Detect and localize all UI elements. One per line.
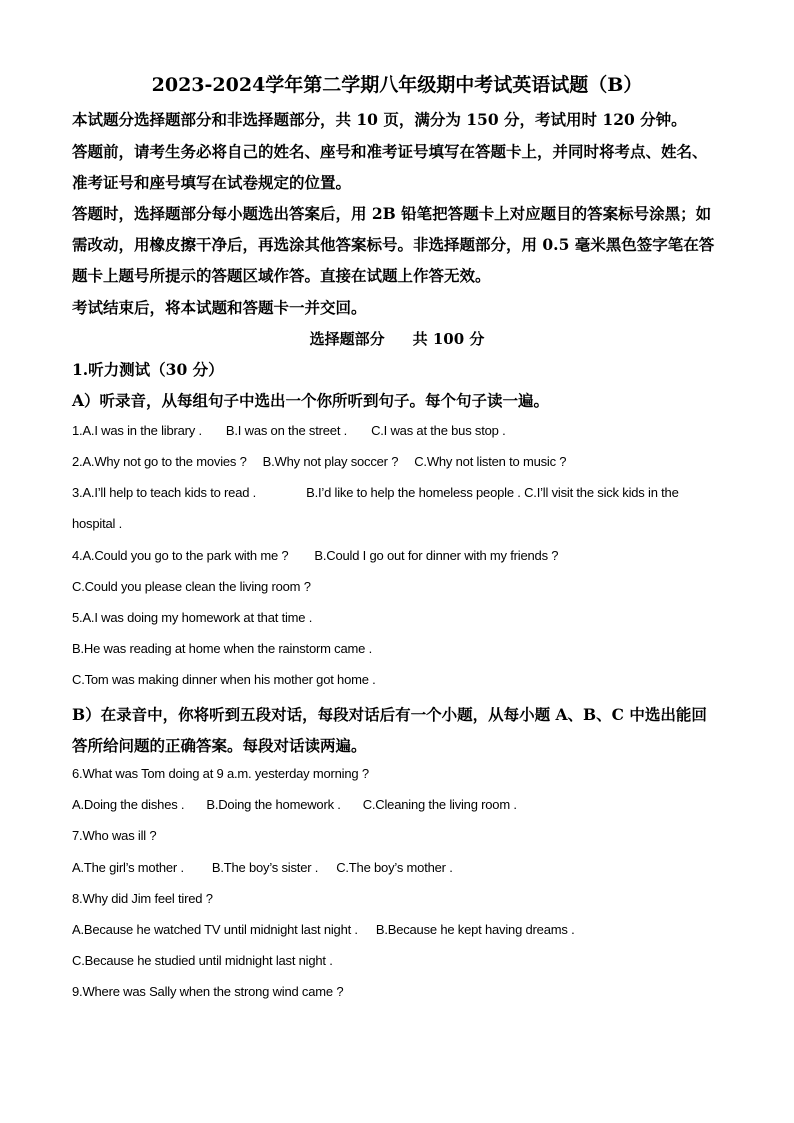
q8-question: 8.Why did Jim feel tired ? (72, 891, 213, 906)
question-3 (72, 485, 679, 500)
q1-option-b: B.I was on the street . (225, 423, 348, 438)
instruction-line-7: 考试结束后，将本试题和答题卡一并交回。 (72, 298, 367, 317)
q5-option-c: C.Tom was making dinner when his mother got home . (72, 672, 376, 687)
q8-option-a: A.Because he watched TV until midnight last night . (72, 922, 358, 937)
q4-option-b: B.Could I go out for dinner with my friends ? (314, 548, 559, 563)
q6-options (72, 797, 517, 812)
q8-options (72, 922, 574, 937)
instruction-line-5: 需改动，用橡皮擦干净后，再选涂其他答案标号。非选择题部分，用 0.5 毫米黑色签字笔在答 (72, 235, 715, 254)
q1-option-c: C.I was at the bus stop . (371, 423, 506, 438)
q7-option-a: A.The girl’s mother . (72, 860, 184, 875)
instruction-line-4: 答题时，选择题部分每小题选出答案后，用 2B 铅笔把答题卡上对应题目的答案标号涂黑；如 (72, 204, 712, 223)
q6-question: 6.What was Tom doing at 9 a.m. yesterday morning ? (72, 766, 369, 781)
q5-option-a: 5.A.I was doing my homework at that time . (72, 610, 313, 625)
instruction-line-6: 题卡上题号所提示的答题区域作答。直接在试题上作答无效。 (72, 266, 491, 285)
question-2 (72, 454, 566, 469)
q3-option-b: B.I’d like to help the homeless people . C.I’ll visit the sick kids in the (306, 485, 679, 500)
part-b-heading-line-2: 答所给问题的正确答案。每段对话读两遍。 (72, 736, 367, 755)
q3-option-a: 3.A.I’ll help to teach kids to read . (72, 485, 257, 500)
q6-option-c: C.Cleaning the living room . (362, 797, 517, 812)
q2-option-c: C.Why not listen to music ? (414, 454, 567, 469)
part-b-heading-line-1: B）在录音中，你将听到五段对话，每段对话后有一个小题，从每小题 A、B、C 中选出能回 (72, 705, 707, 724)
q1-option-a: 1.A.I was in the library . (72, 423, 202, 438)
section-heading (0, 328, 794, 349)
q4-option-a: 4.A.Could you go to the park with me ? (72, 548, 289, 563)
part-a-heading: A）听录音，从每组句子中选出一个你所听到句子。每个句子读一遍。 (72, 391, 550, 410)
q2-option-b: B.Why not play soccer ? (262, 454, 399, 469)
q2-option-a: 2.A.Why not go to the movies ? (72, 454, 247, 469)
q5-option-b: B.He was reading at home when the rainstorm came . (72, 641, 372, 656)
q6-option-b: B.Doing the homework . (206, 797, 341, 812)
instruction-line-2: 答题前，请考生务必将自己的姓名、座号和准考证号填写在答题卡上，并同时将考点、姓名、 (72, 142, 708, 161)
q9-question: 9.Where was Sally when the strong wind came ? (72, 984, 344, 999)
section-name: 选择题部分 (309, 330, 385, 348)
q6-option-a: A.Doing the dishes . (72, 797, 185, 812)
section-score: 共 100 分 (412, 330, 485, 348)
question-1 (72, 423, 506, 438)
q3-option-c: hospital . (72, 516, 123, 531)
instruction-line-1: 本试题分选择题部分和非选择题部分，共 10 页，满分为 150 分，考试用时 120 分钟。 (72, 110, 687, 129)
q4-option-c: C.Could you please clean the living room ? (72, 579, 311, 594)
q7-question: 7.Who was ill ? (72, 828, 157, 843)
q7-options (72, 860, 453, 875)
listening-heading: 1.听力测试（30 分） (72, 360, 224, 379)
exam-title: 2023-2024学年第二学期八年级期中考试英语试题（B） (151, 74, 643, 96)
q7-option-c: C.The boy’s mother . (336, 860, 453, 875)
question-4 (72, 548, 558, 563)
q8-option-c: C.Because he studied until midnight last night . (72, 953, 333, 968)
instruction-line-3: 准考证号和座号填写在试卷规定的位置。 (72, 173, 352, 192)
q8-option-b: B.Because he kept having dreams . (375, 922, 575, 937)
q7-option-b: B.The boy’s sister . (211, 860, 319, 875)
